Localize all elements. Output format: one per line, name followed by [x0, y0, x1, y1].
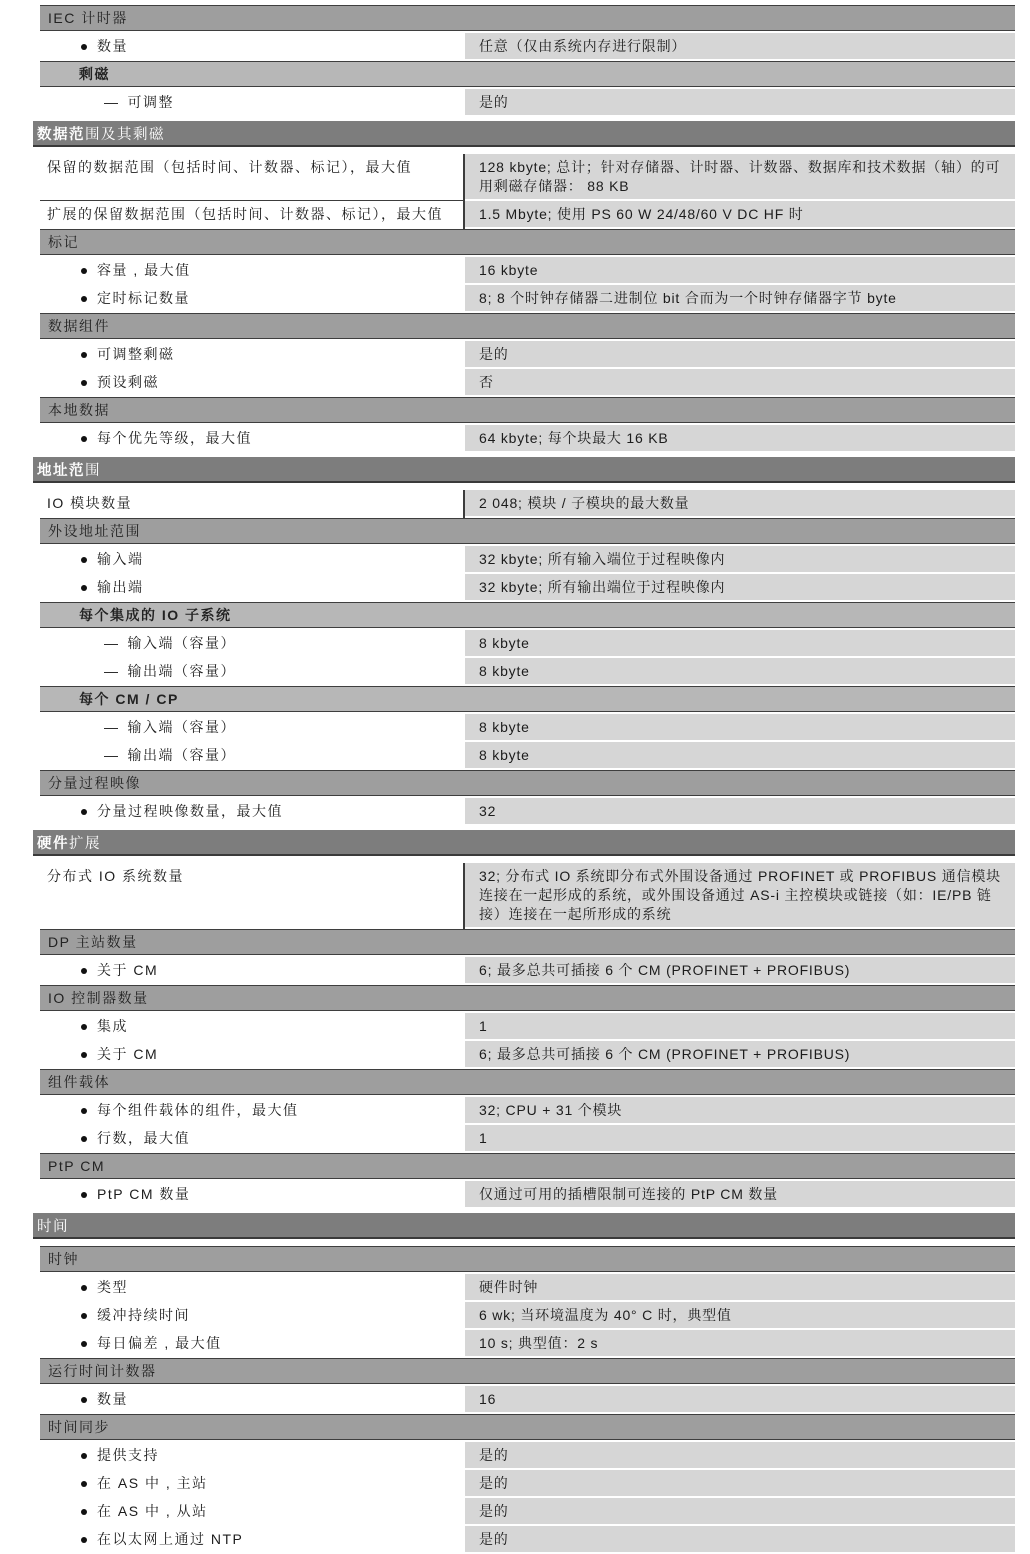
- subsection-header-text: 分量过程映像: [48, 775, 141, 791]
- subsection-header-text: 标记: [48, 234, 79, 250]
- value-cell: [465, 369, 1015, 397]
- dash-marker: —: [104, 663, 120, 679]
- row-label: 每日偏差 , 最大值: [97, 1335, 222, 1351]
- value-cell: [465, 1442, 1015, 1470]
- subsection-header-text: IO 控制器数量: [48, 990, 149, 1006]
- label-cell: [40, 285, 465, 313]
- bullet-marker: [81, 1192, 87, 1198]
- label-cell: [40, 1181, 465, 1209]
- spec-row: [40, 33, 1015, 61]
- bullet-marker: [81, 1024, 87, 1030]
- value-cell: [465, 658, 1015, 686]
- section-header: [33, 1213, 1015, 1239]
- spec-row: [40, 630, 1015, 658]
- row-label: 每个优先等级，最大值: [97, 430, 252, 446]
- label-cell: [40, 1498, 465, 1526]
- row-value: 6 wk; 当环境温度为 40° C 时，典型值: [479, 1307, 732, 1323]
- row-label: 提供支持: [97, 1447, 159, 1463]
- subsection-header-text: 数据组件: [48, 318, 110, 334]
- value-cell: [465, 33, 1015, 61]
- spec-row: [40, 89, 1015, 117]
- row-value: 是的: [479, 94, 509, 110]
- row-label: IO 模块数量: [47, 495, 133, 511]
- section-header-text: 围: [85, 462, 101, 479]
- row-label: 在 AS 中 , 主站: [97, 1475, 208, 1491]
- value-cell: [465, 257, 1015, 285]
- subsection-header: [40, 1358, 1015, 1384]
- spec-row: [40, 1442, 1015, 1470]
- bullet-marker: [81, 1537, 87, 1543]
- row-value: 16 kbyte: [479, 262, 539, 278]
- subsection-header-text: 剩磁: [79, 66, 110, 82]
- spec-row: [40, 369, 1015, 397]
- section-header-text: 扩展: [69, 835, 101, 852]
- row-value: 是的: [479, 1475, 509, 1491]
- label-cell: [40, 89, 465, 117]
- bullet-marker: [81, 1285, 87, 1291]
- section-header-bold-text: 地址范: [37, 462, 85, 479]
- row-label: 可调整: [127, 94, 174, 110]
- value-cell: [465, 201, 1015, 229]
- subsection-header: [40, 313, 1015, 339]
- row-label: 扩展的保留数据范围（包括时间、计数器、标记），最大值: [47, 206, 443, 222]
- label-cell: [40, 658, 465, 686]
- subsection-header: [40, 985, 1015, 1011]
- subsection-header: [40, 686, 1015, 712]
- subsection-header-text: DP 主站数量: [48, 934, 138, 950]
- row-value: 否: [479, 374, 494, 390]
- row-value: 64 kbyte; 每个块最大 16 KB: [479, 430, 669, 446]
- spec-row: [40, 154, 1015, 201]
- spec-row: [40, 1302, 1015, 1330]
- value-cell: [465, 1470, 1015, 1498]
- spec-row: [40, 1330, 1015, 1358]
- row-value: 仅通过可用的插槽限制可连接的 PtP CM 数量: [479, 1186, 778, 1202]
- row-label: 数量: [97, 1391, 128, 1407]
- label-cell: [40, 630, 465, 658]
- subsection-header-text: IEC 计时器: [48, 10, 128, 26]
- subsection-header-text: 本地数据: [48, 402, 110, 418]
- label-cell: [40, 1041, 465, 1069]
- spec-row: [40, 546, 1015, 574]
- row-label: 保留的数据范围（包括时间、计数器、标记），最大值: [47, 159, 412, 175]
- subsection-header: [40, 397, 1015, 423]
- bullet-marker: [81, 1052, 87, 1058]
- section-header: [33, 457, 1015, 483]
- row-value: 2 048; 模块 / 子模块的最大数量: [479, 495, 690, 511]
- row-label: 在 AS 中 , 从站: [97, 1503, 208, 1519]
- subsection-header: [40, 5, 1015, 31]
- label-cell: [40, 154, 465, 201]
- label-cell: [40, 1526, 465, 1554]
- value-cell: [465, 1302, 1015, 1330]
- value-cell: [465, 574, 1015, 602]
- value-cell: [465, 1125, 1015, 1153]
- bullet-marker: [81, 1481, 87, 1487]
- row-value: 1.5 Mbyte; 使用 PS 60 W 24/48/60 V DC HF 时: [479, 206, 804, 222]
- row-value: 16: [479, 1391, 497, 1407]
- value-cell: [465, 285, 1015, 313]
- spec-row: [40, 863, 1015, 929]
- bullet-marker: [81, 1341, 87, 1347]
- spec-row: [40, 1013, 1015, 1041]
- label-cell: [40, 1274, 465, 1302]
- row-label: 分布式 IO 系统数量: [47, 868, 185, 884]
- spec-row: [40, 1274, 1015, 1302]
- row-value: 是的: [479, 1503, 509, 1519]
- value-cell: [465, 798, 1015, 826]
- spec-row: [40, 714, 1015, 742]
- label-cell: [40, 1386, 465, 1414]
- value-cell: [465, 742, 1015, 770]
- value-cell: [465, 546, 1015, 574]
- spec-row: [40, 1181, 1015, 1209]
- row-value: 8; 8 个时钟存储器二进制位 bit 合而为一个时钟存储器字节 byte: [479, 290, 897, 306]
- label-cell: [40, 33, 465, 61]
- row-label: 集成: [97, 1018, 128, 1034]
- subsection-header: [40, 929, 1015, 955]
- row-label: 容量 , 最大值: [97, 262, 191, 278]
- label-cell: [40, 490, 465, 518]
- value-cell: [465, 341, 1015, 369]
- label-cell: [40, 546, 465, 574]
- section-header-bold-text: 数据范: [37, 126, 85, 143]
- row-label: 关于 CM: [97, 1046, 159, 1062]
- row-label: 输出端（容量）: [127, 663, 236, 679]
- bullet-marker: [81, 268, 87, 274]
- bullet-marker: [81, 1397, 87, 1403]
- row-value: 硬件时钟: [479, 1279, 539, 1295]
- bullet-marker: [81, 1453, 87, 1459]
- row-value: 32; CPU + 31 个模块: [479, 1102, 623, 1118]
- row-value: 128 kbyte; 总计；针对存储器、计时器、计数器、数据库和技术数据（轴）的可用剩磁存储器： 88 KB: [479, 159, 1001, 194]
- dash-marker: —: [104, 719, 120, 735]
- spec-row: [40, 257, 1015, 285]
- dash-marker: —: [104, 635, 120, 651]
- spec-row: [40, 1125, 1015, 1153]
- subsection-header-text: 组件载体: [48, 1074, 110, 1090]
- bullet-marker: [81, 44, 87, 50]
- value-cell: [465, 714, 1015, 742]
- label-cell: [40, 1302, 465, 1330]
- subsection-header: [40, 1153, 1015, 1179]
- section-header: [33, 830, 1015, 856]
- label-cell: [40, 425, 465, 453]
- section-header-bold-text: 硬件: [37, 835, 69, 852]
- spec-row: [40, 201, 1015, 229]
- spec-row: [40, 285, 1015, 313]
- label-cell: [40, 1097, 465, 1125]
- spec-row: [40, 1498, 1015, 1526]
- value-cell: [465, 154, 1015, 201]
- value-cell: [465, 1330, 1015, 1358]
- label-cell: [40, 1442, 465, 1470]
- bullet-marker: [81, 1108, 87, 1114]
- row-label: 类型: [97, 1279, 128, 1295]
- label-cell: [40, 742, 465, 770]
- row-value: 10 s; 典型值：2 s: [479, 1335, 599, 1351]
- subsection-header-text: PtP CM: [48, 1158, 105, 1174]
- row-value: 是的: [479, 346, 509, 362]
- bullet-marker: [81, 436, 87, 442]
- value-cell: [465, 1097, 1015, 1125]
- subsection-header-text: 时间同步: [48, 1419, 110, 1435]
- spec-row: [40, 957, 1015, 985]
- dash-marker: —: [104, 94, 120, 110]
- spec-table: [33, 5, 1015, 1554]
- label-cell: [40, 957, 465, 985]
- value-cell: [465, 1526, 1015, 1554]
- row-value: 8 kbyte: [479, 719, 530, 735]
- subsection-header-text: 每个集成的 IO 子系统: [79, 607, 232, 623]
- value-cell: [465, 1274, 1015, 1302]
- row-label: 定时标记数量: [97, 290, 190, 306]
- bullet-marker: [81, 296, 87, 302]
- row-value: 8 kbyte: [479, 747, 530, 763]
- value-cell: [465, 89, 1015, 117]
- label-cell: [40, 1330, 465, 1358]
- row-value: 6; 最多总共可插接 6 个 CM (PROFINET + PROFIBUS): [479, 1046, 851, 1062]
- spec-row: [40, 574, 1015, 602]
- spec-row: [40, 742, 1015, 770]
- row-value: 任意（仅由系统内存进行限制）: [479, 38, 687, 54]
- row-label: 在以太网上通过 NTP: [97, 1531, 244, 1547]
- bullet-marker: [81, 557, 87, 563]
- value-cell: [465, 425, 1015, 453]
- row-label: 预设剩磁: [97, 374, 159, 390]
- subsection-header: [40, 61, 1015, 87]
- value-cell: [465, 490, 1015, 518]
- section-header-text: 时间: [37, 1218, 69, 1235]
- bullet-marker: [81, 380, 87, 386]
- label-cell: [40, 714, 465, 742]
- bullet-marker: [81, 1136, 87, 1142]
- label-cell: [40, 1470, 465, 1498]
- spec-row: [40, 1041, 1015, 1069]
- subsection-header: [40, 1069, 1015, 1095]
- bullet-marker: [81, 968, 87, 974]
- row-value: 32 kbyte; 所有输出端位于过程映像内: [479, 579, 726, 595]
- row-label: PtP CM 数量: [97, 1186, 191, 1202]
- subsection-header: [40, 518, 1015, 544]
- row-value: 32; 分布式 IO 系统即分布式外围设备通过 PROFINET 或 PROFIBUS 通信模块连接在一起形成的系统，或外围设备通过 AS-i 主控模块或链接（如：IE/PB 链接）连接在一起所形成的系统: [479, 868, 1001, 922]
- row-label: 每个组件载体的组件，最大值: [97, 1102, 299, 1118]
- row-value: 8 kbyte: [479, 635, 530, 651]
- subsection-header: [40, 1414, 1015, 1440]
- value-cell: [465, 1386, 1015, 1414]
- subsection-header-text: 时钟: [48, 1251, 79, 1267]
- subsection-header-text: 每个 CM / CP: [79, 691, 179, 707]
- label-cell: [40, 257, 465, 285]
- label-cell: [40, 863, 465, 929]
- spec-row: [40, 425, 1015, 453]
- row-value: 是的: [479, 1447, 509, 1463]
- value-cell: [465, 1013, 1015, 1041]
- subsection-header: [40, 770, 1015, 796]
- value-cell: [465, 1181, 1015, 1209]
- bullet-marker: [81, 1509, 87, 1515]
- bullet-marker: [81, 352, 87, 358]
- value-cell: [465, 630, 1015, 658]
- value-cell: [465, 957, 1015, 985]
- row-label: 可调整剩磁: [97, 346, 175, 362]
- spec-row: [40, 1526, 1015, 1554]
- label-cell: [40, 574, 465, 602]
- row-value: 8 kbyte: [479, 663, 530, 679]
- spec-row: [40, 341, 1015, 369]
- bullet-marker: [81, 809, 87, 815]
- row-label: 输入端（容量）: [127, 719, 236, 735]
- row-label: 输入端: [97, 551, 144, 567]
- row-value: 1: [479, 1130, 488, 1146]
- label-cell: [40, 201, 465, 229]
- spec-row: [40, 1386, 1015, 1414]
- label-cell: [40, 798, 465, 826]
- label-cell: [40, 341, 465, 369]
- bullet-marker: [81, 585, 87, 591]
- label-cell: [40, 369, 465, 397]
- label-cell: [40, 1125, 465, 1153]
- value-cell: [465, 1498, 1015, 1526]
- label-cell: [40, 1013, 465, 1041]
- value-cell: [465, 1041, 1015, 1069]
- subsection-header-text: 外设地址范围: [48, 523, 141, 539]
- bullet-marker: [81, 1313, 87, 1319]
- subsection-header-text: 运行时间计数器: [48, 1363, 157, 1379]
- row-label: 数量: [97, 38, 128, 54]
- row-label: 关于 CM: [97, 962, 159, 978]
- row-label: 输入端（容量）: [127, 635, 236, 651]
- spec-row: [40, 490, 1015, 518]
- dash-marker: —: [104, 747, 120, 763]
- spec-row: [40, 658, 1015, 686]
- subsection-header: [40, 602, 1015, 628]
- row-value: 6; 最多总共可插接 6 个 CM (PROFINET + PROFIBUS): [479, 962, 851, 978]
- row-label: 行数，最大值: [97, 1130, 190, 1146]
- section-header: [33, 121, 1015, 147]
- spec-row: [40, 1470, 1015, 1498]
- row-value: 32 kbyte; 所有输入端位于过程映像内: [479, 551, 726, 567]
- subsection-header: [40, 1246, 1015, 1272]
- section-header-text: 围及其剩磁: [85, 126, 165, 143]
- row-value: 32: [479, 803, 497, 819]
- spec-row: [40, 1097, 1015, 1125]
- row-value: 是的: [479, 1531, 509, 1547]
- row-value: 1: [479, 1018, 488, 1034]
- row-label: 输出端（容量）: [127, 747, 236, 763]
- row-label: 输出端: [97, 579, 144, 595]
- spec-row: [40, 798, 1015, 826]
- value-cell: [465, 863, 1015, 929]
- subsection-header: [40, 229, 1015, 255]
- row-label: 缓冲持续时间: [97, 1307, 190, 1323]
- row-label: 分量过程映像数量，最大值: [97, 803, 283, 819]
